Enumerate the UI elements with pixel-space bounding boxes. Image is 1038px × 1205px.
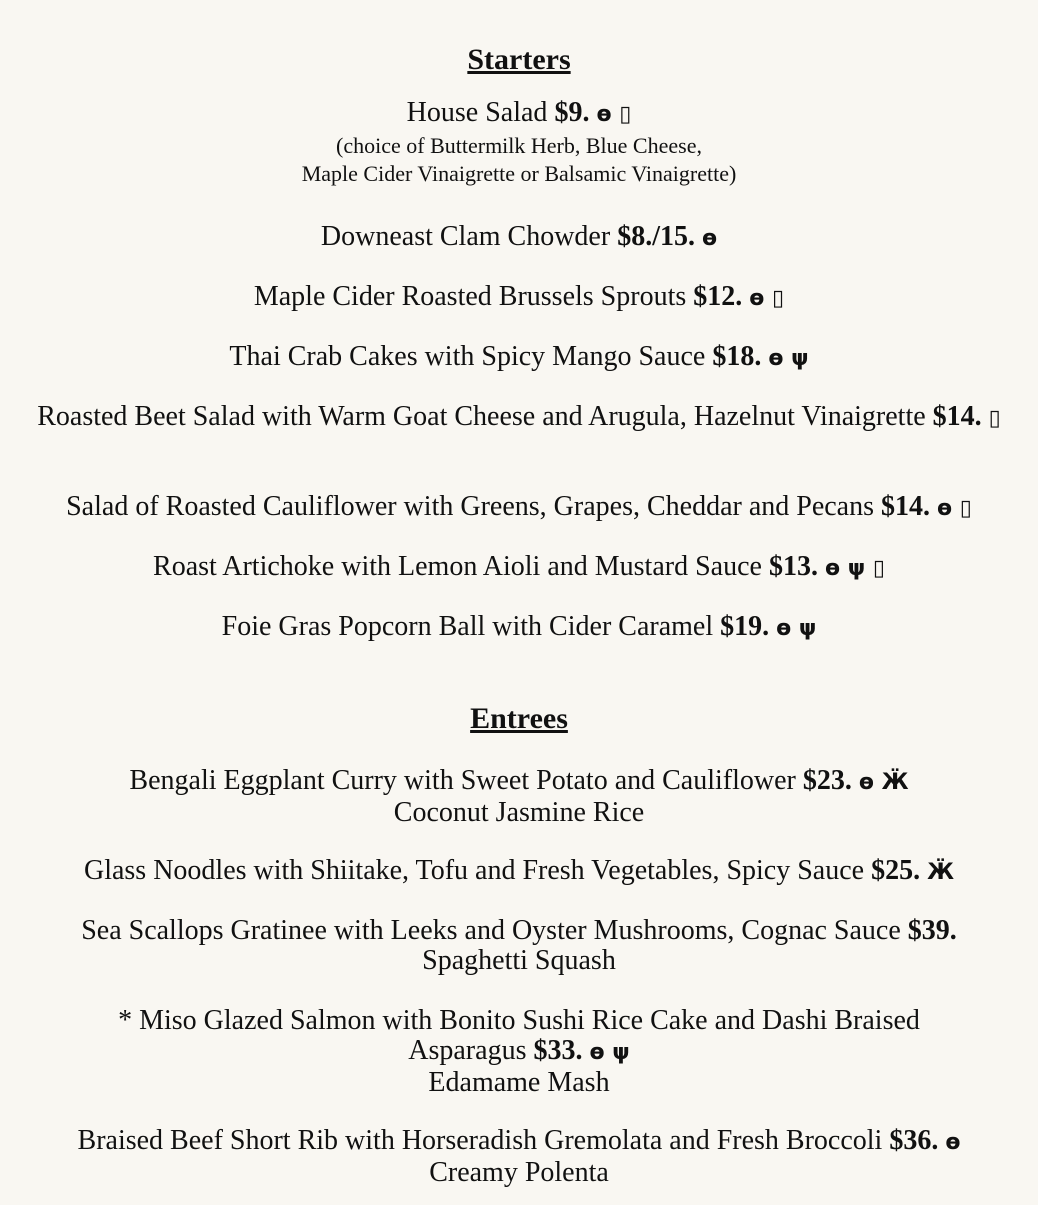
item-side: Creamy Polenta — [429, 1157, 609, 1188]
item-price: $19. — [720, 611, 770, 642]
item-name: Roast Artichoke with Lemon Aioli and Mustard Sauce — [153, 551, 762, 582]
dietary-symbols-icon: ɵ ▯ — [596, 102, 632, 127]
item-price: $13. — [768, 551, 818, 582]
item-name: Glass Noodles with Shiitake, Tofu and Fresh Vegetables, Spicy Sauce — [83, 855, 865, 886]
item-side: Edamame Mash — [428, 1067, 610, 1098]
menu-item-house-salad — [20, 98, 1018, 190]
dietary-symbols-icon: ɵ ψ ▯ — [824, 556, 885, 581]
menu-item-sea-scallops — [20, 916, 1018, 976]
item-price: $8./15. — [617, 221, 695, 252]
menu-item-cauliflower-salad — [0, 492, 1038, 524]
dietary-symbols-icon: ɵ ψ — [776, 616, 817, 641]
item-price: $18. — [712, 341, 762, 372]
dietary-symbols-icon: Ӝ — [927, 860, 955, 885]
item-name: Salad of Roasted Cauliflower with Greens, Grapes, Cheddar and Pecans — [66, 491, 874, 522]
item-price: $25. — [871, 855, 921, 886]
menu-item-eggplant-curry — [20, 766, 1018, 828]
item-price: $33. — [533, 1035, 583, 1066]
menu-item-miso-salmon — [80, 1006, 958, 1098]
menu-item-foie-gras — [20, 612, 1018, 644]
section-title-entrees: Entrees — [470, 702, 568, 735]
item-side: Spaghetti Squash — [422, 945, 616, 976]
dietary-symbols-icon: ɵ Ӝ — [858, 770, 909, 795]
dietary-symbols-icon: ɵ ▯ — [937, 496, 972, 521]
item-price: $12. — [693, 281, 743, 312]
item-note: Maple Cider Vinaigrette or Balsamic Vinaigrette) — [301, 161, 737, 186]
dietary-symbols-icon: ɵ — [701, 226, 718, 251]
item-name: Bengali Eggplant Curry with Sweet Potato and Cauliflower — [129, 765, 796, 796]
menu-item-roast-artichoke — [20, 552, 1018, 584]
item-name: Roasted Beet Salad with Warm Goat Cheese and Arugula, Hazelnut Vinaigrette — [37, 401, 926, 432]
item-name: Downeast Clam Chowder — [320, 221, 611, 252]
menu-item-clam-chowder — [20, 222, 1018, 254]
dietary-symbols-icon: ɵ ▯ — [749, 286, 785, 311]
dietary-symbols-icon: ɵ — [945, 1130, 961, 1155]
item-price: $39. — [907, 915, 957, 946]
menu-item-beet-salad — [20, 402, 1018, 434]
item-name: Braised Beef Short Rib with Horseradish Gremolata and Fresh Broccoli — [77, 1125, 883, 1156]
item-name: Sea Scallops Gratinee with Leeks and Oyster Mushrooms, Cognac Sauce — [81, 915, 901, 946]
menu-item-short-rib — [20, 1126, 1018, 1188]
item-note: (choice of Buttermilk Herb, Blue Cheese, — [336, 133, 702, 158]
item-price: $36. — [889, 1125, 939, 1156]
item-price: $14. — [881, 491, 930, 522]
item-price: $14. — [932, 401, 982, 432]
section-title-starters: Starters — [467, 43, 571, 76]
menu-item-brussels-sprouts — [20, 282, 1018, 314]
dietary-symbols-icon: ɵ ψ — [589, 1040, 630, 1065]
menu-item-glass-noodles — [20, 856, 1018, 888]
item-name: Thai Crab Cakes with Spicy Mango Sauce — [229, 341, 706, 372]
dietary-symbols-icon: ▯ — [988, 406, 1001, 431]
item-name: House Salad — [406, 97, 548, 128]
menu-item-crab-cakes — [20, 342, 1018, 374]
item-price: $23. — [802, 765, 852, 796]
item-name: Maple Cider Roasted Brussels Sprouts — [253, 281, 687, 312]
item-name: Foie Gras Popcorn Ball with Cider Caramel — [221, 611, 714, 642]
dietary-symbols-icon: ɵ ψ — [768, 346, 809, 371]
item-name: * Miso Glazed Salmon with Bonito Sushi Rice Cake and Dashi Braised Asparagus — [118, 1005, 920, 1066]
item-side: Coconut Jasmine Rice — [393, 797, 645, 828]
item-price: $9. — [554, 97, 590, 128]
